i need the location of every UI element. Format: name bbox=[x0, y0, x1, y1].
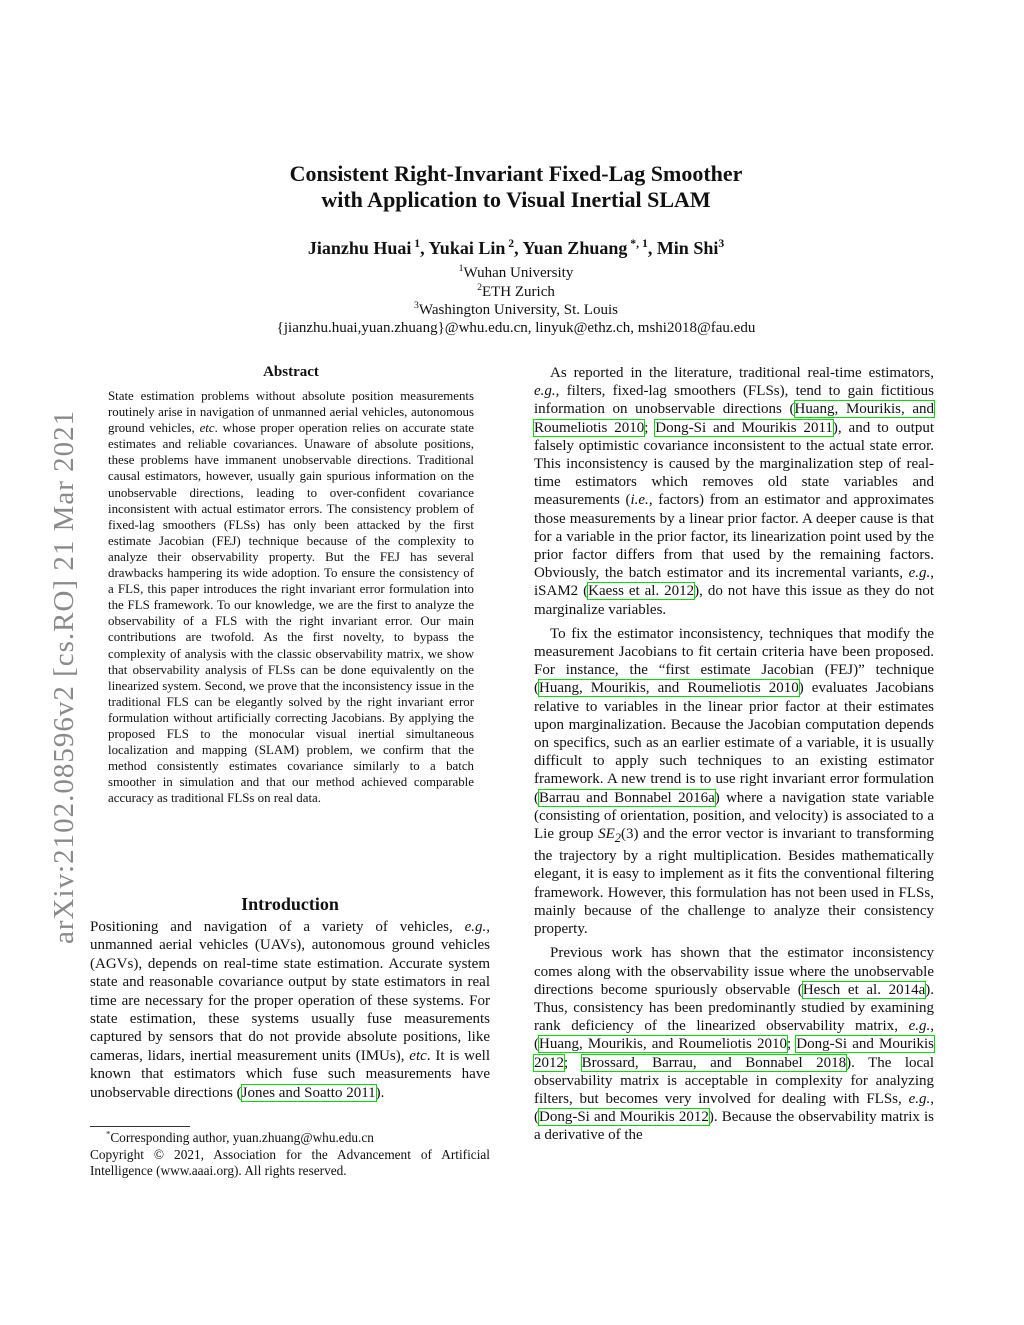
paragraph: Previous work has shown that the estimator inconsistency comes along with the observability issue where the unobservable directions become spuriously observable (Hesch et al. 2014a). Thus, consistency has been predominantly studied by examining rank deficiency of the linearized observability matrix, e.g., (Huang, Mourikis, and Roumeliotis 2010; Dong-Si and Mourikis 2012; Brossard, Barrau, and Bonnabel 2018). The local observability matrix is acceptable in complexity for analyzing filters, but becomes very involved for dealing with FLSs, e.g., (Dong-Si and Mourikis 2012). Because the observability matrix is a derivative of the bbox=[534, 945, 935, 1144]
citation-link[interactable]: Dong-Si and Mourikis 2012 bbox=[534, 1036, 935, 1071]
copyright-notice: Copyright © 2021, Association for the Advancement of Artificial Intelligence (www.aaai.org). All rights reserved. bbox=[90, 1146, 490, 1179]
citation-link[interactable]: Dong-Si and Mourikis 2011 bbox=[655, 419, 833, 436]
affiliation-3 bbox=[150, 301, 882, 319]
author-affiliation-mark: 2 bbox=[505, 237, 515, 250]
paper-title bbox=[200, 161, 832, 213]
title-line-1: Consistent Right-Invariant Fixed-Lag Smoother bbox=[289, 161, 743, 186]
affiliation-mark: 1 bbox=[458, 263, 464, 274]
author-affiliation-mark: *, 1 bbox=[627, 237, 648, 250]
right-column bbox=[534, 364, 934, 1151]
paragraph: As reported in the literature, traditional real-time estimators, e.g., filters, fixed-lag smoothers (FLSs), tend to gain fictitious information on unobservable directions (Huang, Mourikis, and Roumeliotis 2010; Dong-Si and Mourikis 2011), and to output falsely optimistic covariance inconsistent to the actual state error. This inconsistency is caused by the marginalization step of real-time estimators which removes old state variables and measurements (i.e., factors) from an estimator and approximates those measurements by a linear prior factor. A deeper cause is that for a variable in the prior factor, its linearization point used by the prior factor differs from that used by the remaining factors. Obviously, the batch estimator and its incremental variants, e.g., iSAM2 (Kaess et al. 2012), do not have this issue as they do not marginalize variables. bbox=[534, 365, 935, 618]
citation-link[interactable]: Kaess et al. 2012 bbox=[588, 583, 695, 600]
citation-link[interactable]: Huang, Mourikis, and Roumeliotis 2010 bbox=[539, 680, 799, 697]
introduction-heading: Introduction bbox=[241, 894, 339, 914]
abstract-text: State estimation problems without absolute position measurements routinely arise in navigation of unmanned aerial vehicles, autonomous ground vehicles, etc. whose proper operation relies on accurate state estimates and reliable covariances. Unaware of absolute positions, these problems have immanent unobservable directions. Traditional causal estimators, however, usually gain spurious information on the unobservable directions, leading to over-confident covariance inconsistent with actual estimator errors. The consistency problem of fixed-lag smoothers (FLSs) has only been attacked by the first estimate Jacobian (FEJ) technique because of the complexity to analyze their observability property. But the FEJ has several drawbacks hampering its wide adoption. To ensure the consistency of a FLS, this paper introduces the right invariant error formulation into the FLS framework. To our knowledge, we are the first to analyze the observability of a FLS with the right invariant error. Our main contributions are twofold. As the first novelty, to bypass the complexity of analysis with the classic observability matrix, we show that observability analysis of FLSs can be done equivalently on the linearized system. Second, we prove that the inconsistency issue in the traditional FLS can be elegantly solved by the right invariant error formulation without artificially correcting Jacobians. By applying the proposed FLS to the monocular visual inertial simultaneous localization and mapping (SLAM) problem, we confirm that the method consistently estimates covariance similarly to a batch smoother in simulation and that our method achieved comparable accuracy as traditional FLSs on real data. bbox=[108, 389, 475, 806]
author-list bbox=[150, 236, 882, 260]
affiliation-2 bbox=[150, 283, 882, 301]
citation-link[interactable]: Hesch et al. 2014a bbox=[802, 981, 926, 998]
affiliation-mark: 3 bbox=[414, 300, 419, 311]
citation-link[interactable]: Brossard, Barrau, and Bonnabel 2018 bbox=[581, 1054, 847, 1071]
abstract-heading: Abstract bbox=[263, 364, 319, 380]
author-name: , Yuan Zhuang bbox=[514, 238, 628, 258]
author-name: Jianzhu Huai bbox=[307, 238, 412, 258]
title-line-2: with Application to Visual Inertial SLAM bbox=[321, 187, 711, 212]
math-expression: $SE_2(3)$ bbox=[598, 826, 639, 846]
arxiv-identifier: arXiv:2102.08596v2 [cs.RO] 21 Mar 2021 bbox=[48, 409, 80, 944]
citation-link[interactable]: Barrau and Bonnabel 2016a bbox=[539, 789, 715, 806]
footnote bbox=[90, 1130, 490, 1180]
affiliation-mark: 2 bbox=[477, 282, 482, 293]
affiliation-1 bbox=[150, 264, 882, 282]
affiliation-name: ETH Zurich bbox=[481, 284, 555, 300]
author-name: , Min Shi bbox=[647, 238, 719, 258]
citation-link[interactable]: Jones and Soatto 2011 bbox=[241, 1084, 376, 1101]
author-emails: {jianzhu.huai,yuan.zhuang}@whu.edu.cn, linyuk@ethz.ch, mshi2018@fau.edu bbox=[276, 320, 756, 336]
citation-link[interactable]: Huang, Mourikis, and Roumeliotis 2010 bbox=[534, 401, 935, 436]
citation-link[interactable]: Huang, Mourikis, and Roumeliotis 2010 bbox=[539, 1036, 787, 1053]
author-affiliation-mark: 1 bbox=[411, 237, 421, 250]
affiliation-name: Wuhan University bbox=[463, 265, 574, 281]
author-name: , Yukai Lin bbox=[420, 238, 506, 258]
paragraph: To fix the estimator inconsistency, techniques that modify the measurement Jacobians to fit certain criteria have been proposed. For instance, the “first estimate Jacobian (FEJ)” technique (Huang, Mourikis, and Roumeliotis 2010) evaluates Jacobians relative to variables in the linear prior factor at their estimates upon marginalization. Because the Jacobian computation depends on specifics, such as an earlier estimate of a variable, it is usually difficult to apply such techniques to an existing estimator framework. A new trend is to use right invariant error formulation (Barrau and Bonnabel 2016a) where a navigation state variable (consisting of orientation, position, and velocity) is associated to a Lie group $SE_2(3)$ and the error vector is invariant to transforming the trajectory by a right multiplication. Besides mathematically elegant, it is easy to implement as it fits the conventional filtering framework. However, this formulation has not been used in FLSs, mainly because of the challenge to analyze their consistency property. bbox=[534, 625, 935, 938]
affiliation-name: Washington University, St. Louis bbox=[418, 302, 618, 318]
introduction-text: Positioning and navigation of a variety of vehicles, e.g., unmanned aerial vehicles (UAVs), autonomous ground vehicles (AGVs), depends on real-time state estimation. Accurate system state and reasonable covariance output by state estimators in real time are necessary for the proper operation of these systems. For state estimation, these systems usually fuse measurements captured by sensors that do not provide absolute positions, like cameras, lidars, inertial measurement units (IMUs), etc. It is well known that estimators which fuse such measurements have unobservable directions (Jones and Soatto 2011). bbox=[90, 919, 490, 1101]
footnote-divider bbox=[90, 1126, 190, 1127]
corresponding-author-note: *Corresponding author, yuan.zhuang@whu.edu.cn bbox=[106, 1128, 374, 1145]
author-affiliation-mark: 3 bbox=[718, 237, 725, 250]
citation-link[interactable]: Dong-Si and Mourikis 2012 bbox=[539, 1109, 709, 1126]
